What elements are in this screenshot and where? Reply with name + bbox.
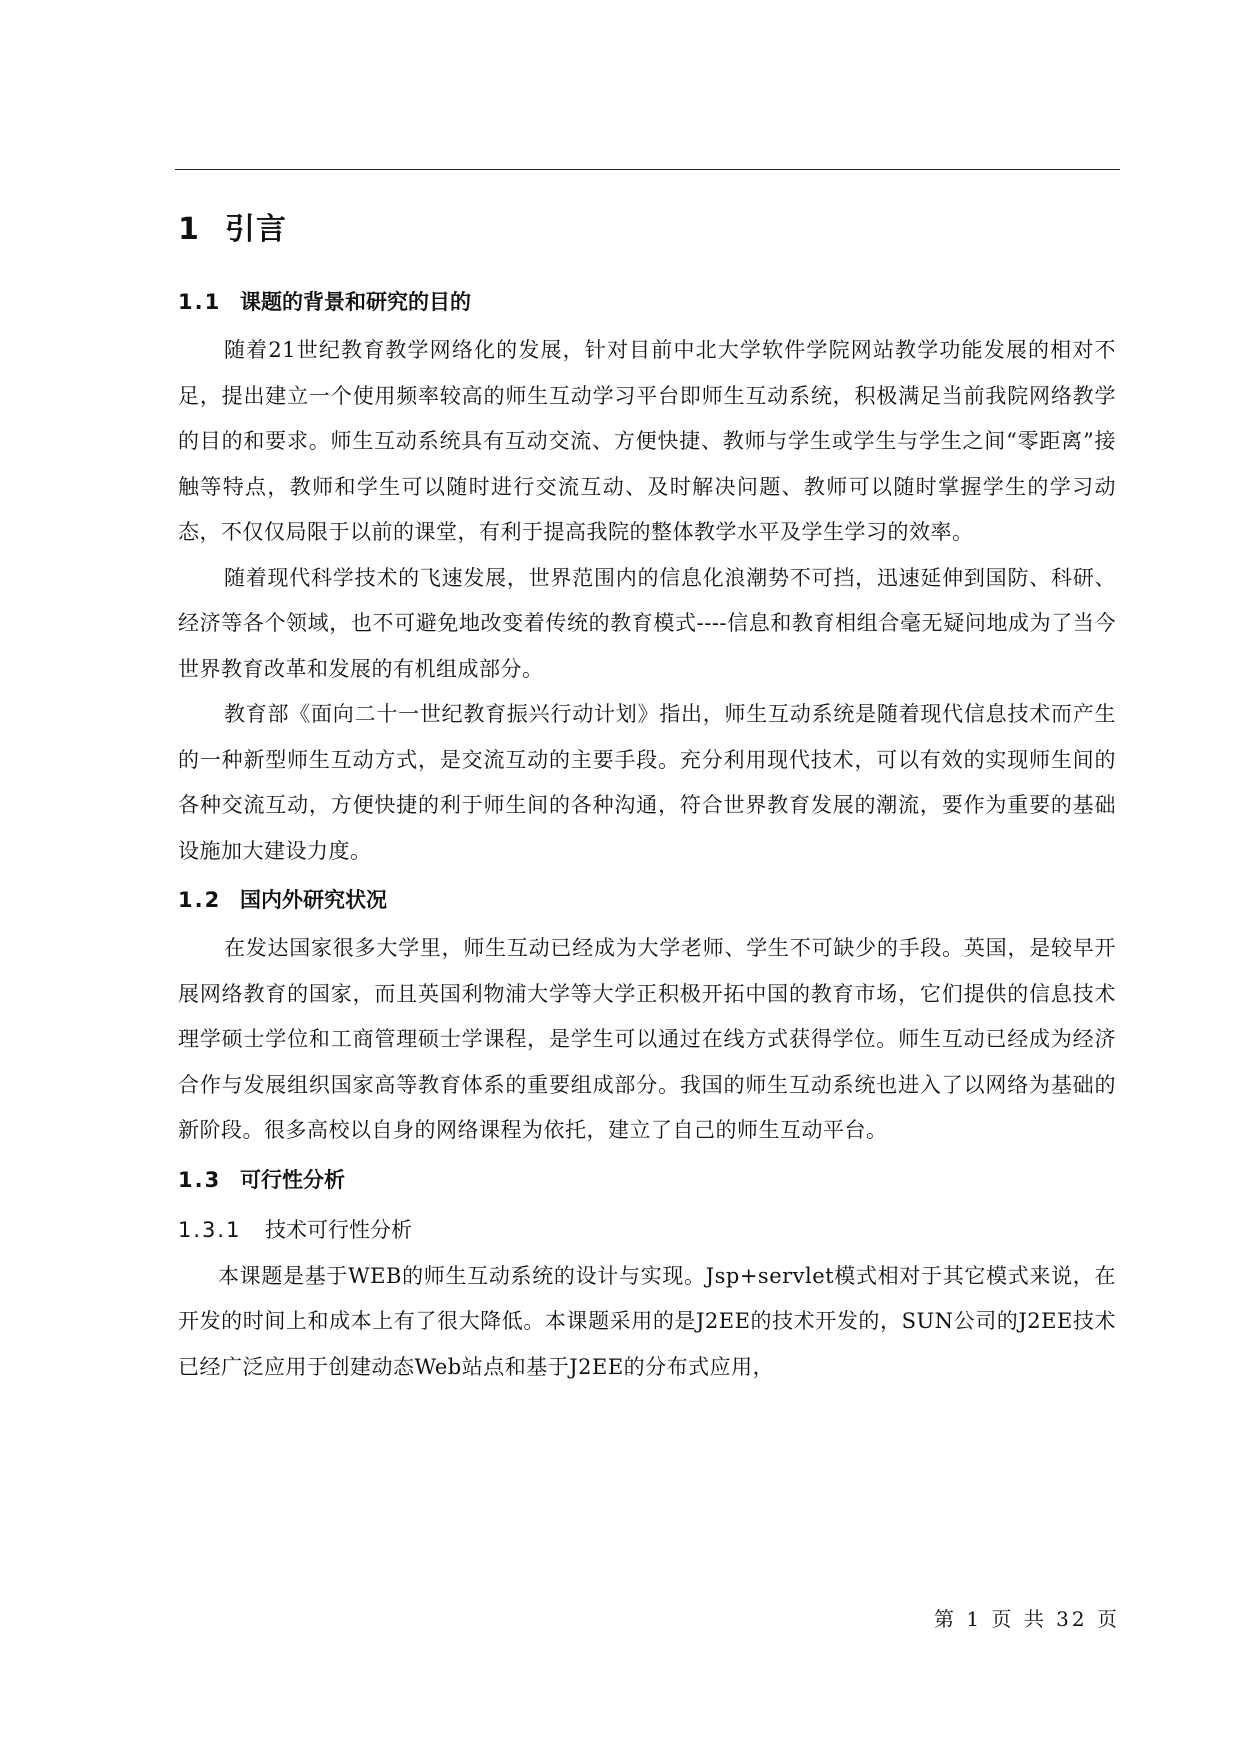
section-title: 国内外研究状况	[240, 888, 387, 912]
chapter-title: 引言	[225, 212, 287, 247]
section-number: 1.2	[178, 888, 222, 912]
paragraph: 教育部《面向二十一世纪教育振兴行动计划》指出，师生互动系统是随着现代信息技术而产生的一种新型师生互动方式，是交流互动的主要手段。充分利用现代技术，可以有效的实现师生间的各种交流互动，方便快捷的利于师生间的各种沟通，符合世界教育发展的潮流，要作为重要的基础设施加大建设力度。	[178, 702, 1116, 863]
section-heading-1-1	[178, 276, 1116, 328]
page-number-footer: 第 1 页 共 32 页	[934, 1607, 1120, 1631]
section-title: 可行性分析	[240, 1167, 345, 1192]
subsection-heading-1-3-1	[178, 1206, 1116, 1254]
section-heading-1-3	[178, 1154, 1116, 1206]
section-number: 1.1	[178, 290, 222, 314]
subsection-number: 1.3.1	[178, 1217, 242, 1242]
section-number: 1.3	[178, 1167, 222, 1192]
paragraph: 随着21世纪教育教学网络化的发展，针对目前中北大学软件学院网站教学功能发展的相对不足，提出建立一个使用频率较高的师生互动学习平台即师生互动系统，积极满足当前我院网络教学的目的和要求。师生互动系统具有互动交流、方便快捷、教师与学生或学生与学生之间“零距离”接触等特点，教师和学生可以随时进行交流互动、及时解决问题、教师可以随时掌握学生的学习动态，不仅仅局限于以前的课堂，有利于提高我院的整体教学水平及学生学习的效率。	[178, 338, 1116, 544]
section-heading-1-2	[178, 874, 1116, 926]
subsection-title: 技术可行性分析	[265, 1217, 412, 1242]
chapter-number: 1	[178, 212, 200, 247]
section-title: 课题的背景和研究的目的	[240, 290, 471, 314]
paragraph: 本课题是基于WEB的师生互动系统的设计与实现。Jsp+servlet模式相对于其它模式来说，在开发的时间上和成本上有了很大降低。本课题采用的是J2EE的技术开发的，SUN公司的J2EE技术已经广泛应用于创建动态Web站点和基于J2EE的分布式应用，	[178, 1263, 1116, 1379]
chapter-heading	[178, 202, 1116, 258]
page-content	[178, 190, 1116, 1390]
header-rule	[175, 169, 1120, 170]
paragraph: 随着现代科学技术的飞速发展，世界范围内的信息化浪潮势不可挡，迅速延伸到国防、科研、经济等各个领域，也不可避免地改变着传统的教育模式----信息和教育相组合毫无疑问地成为了当今世界教育改革和发展的有机组成部分。	[178, 565, 1116, 681]
paragraph: 在发达国家很多大学里，师生互动已经成为大学老师、学生不可缺少的手段。英国，是较早开展网络教育的国家，而且英国利物浦大学等大学正积极开拓中国的教育市场，它们提供的信息技术理学硕士学位和工商管理硕士学课程，是学生可以通过在线方式获得学位。师生互动已经成为经济合作与发展组织国家高等教育体系的重要组成部分。我国的师生互动系统也进入了以网络为基础的新阶段。很多高校以自身的网络课程为依托，建立了自己的师生互动平台。	[178, 936, 1116, 1142]
